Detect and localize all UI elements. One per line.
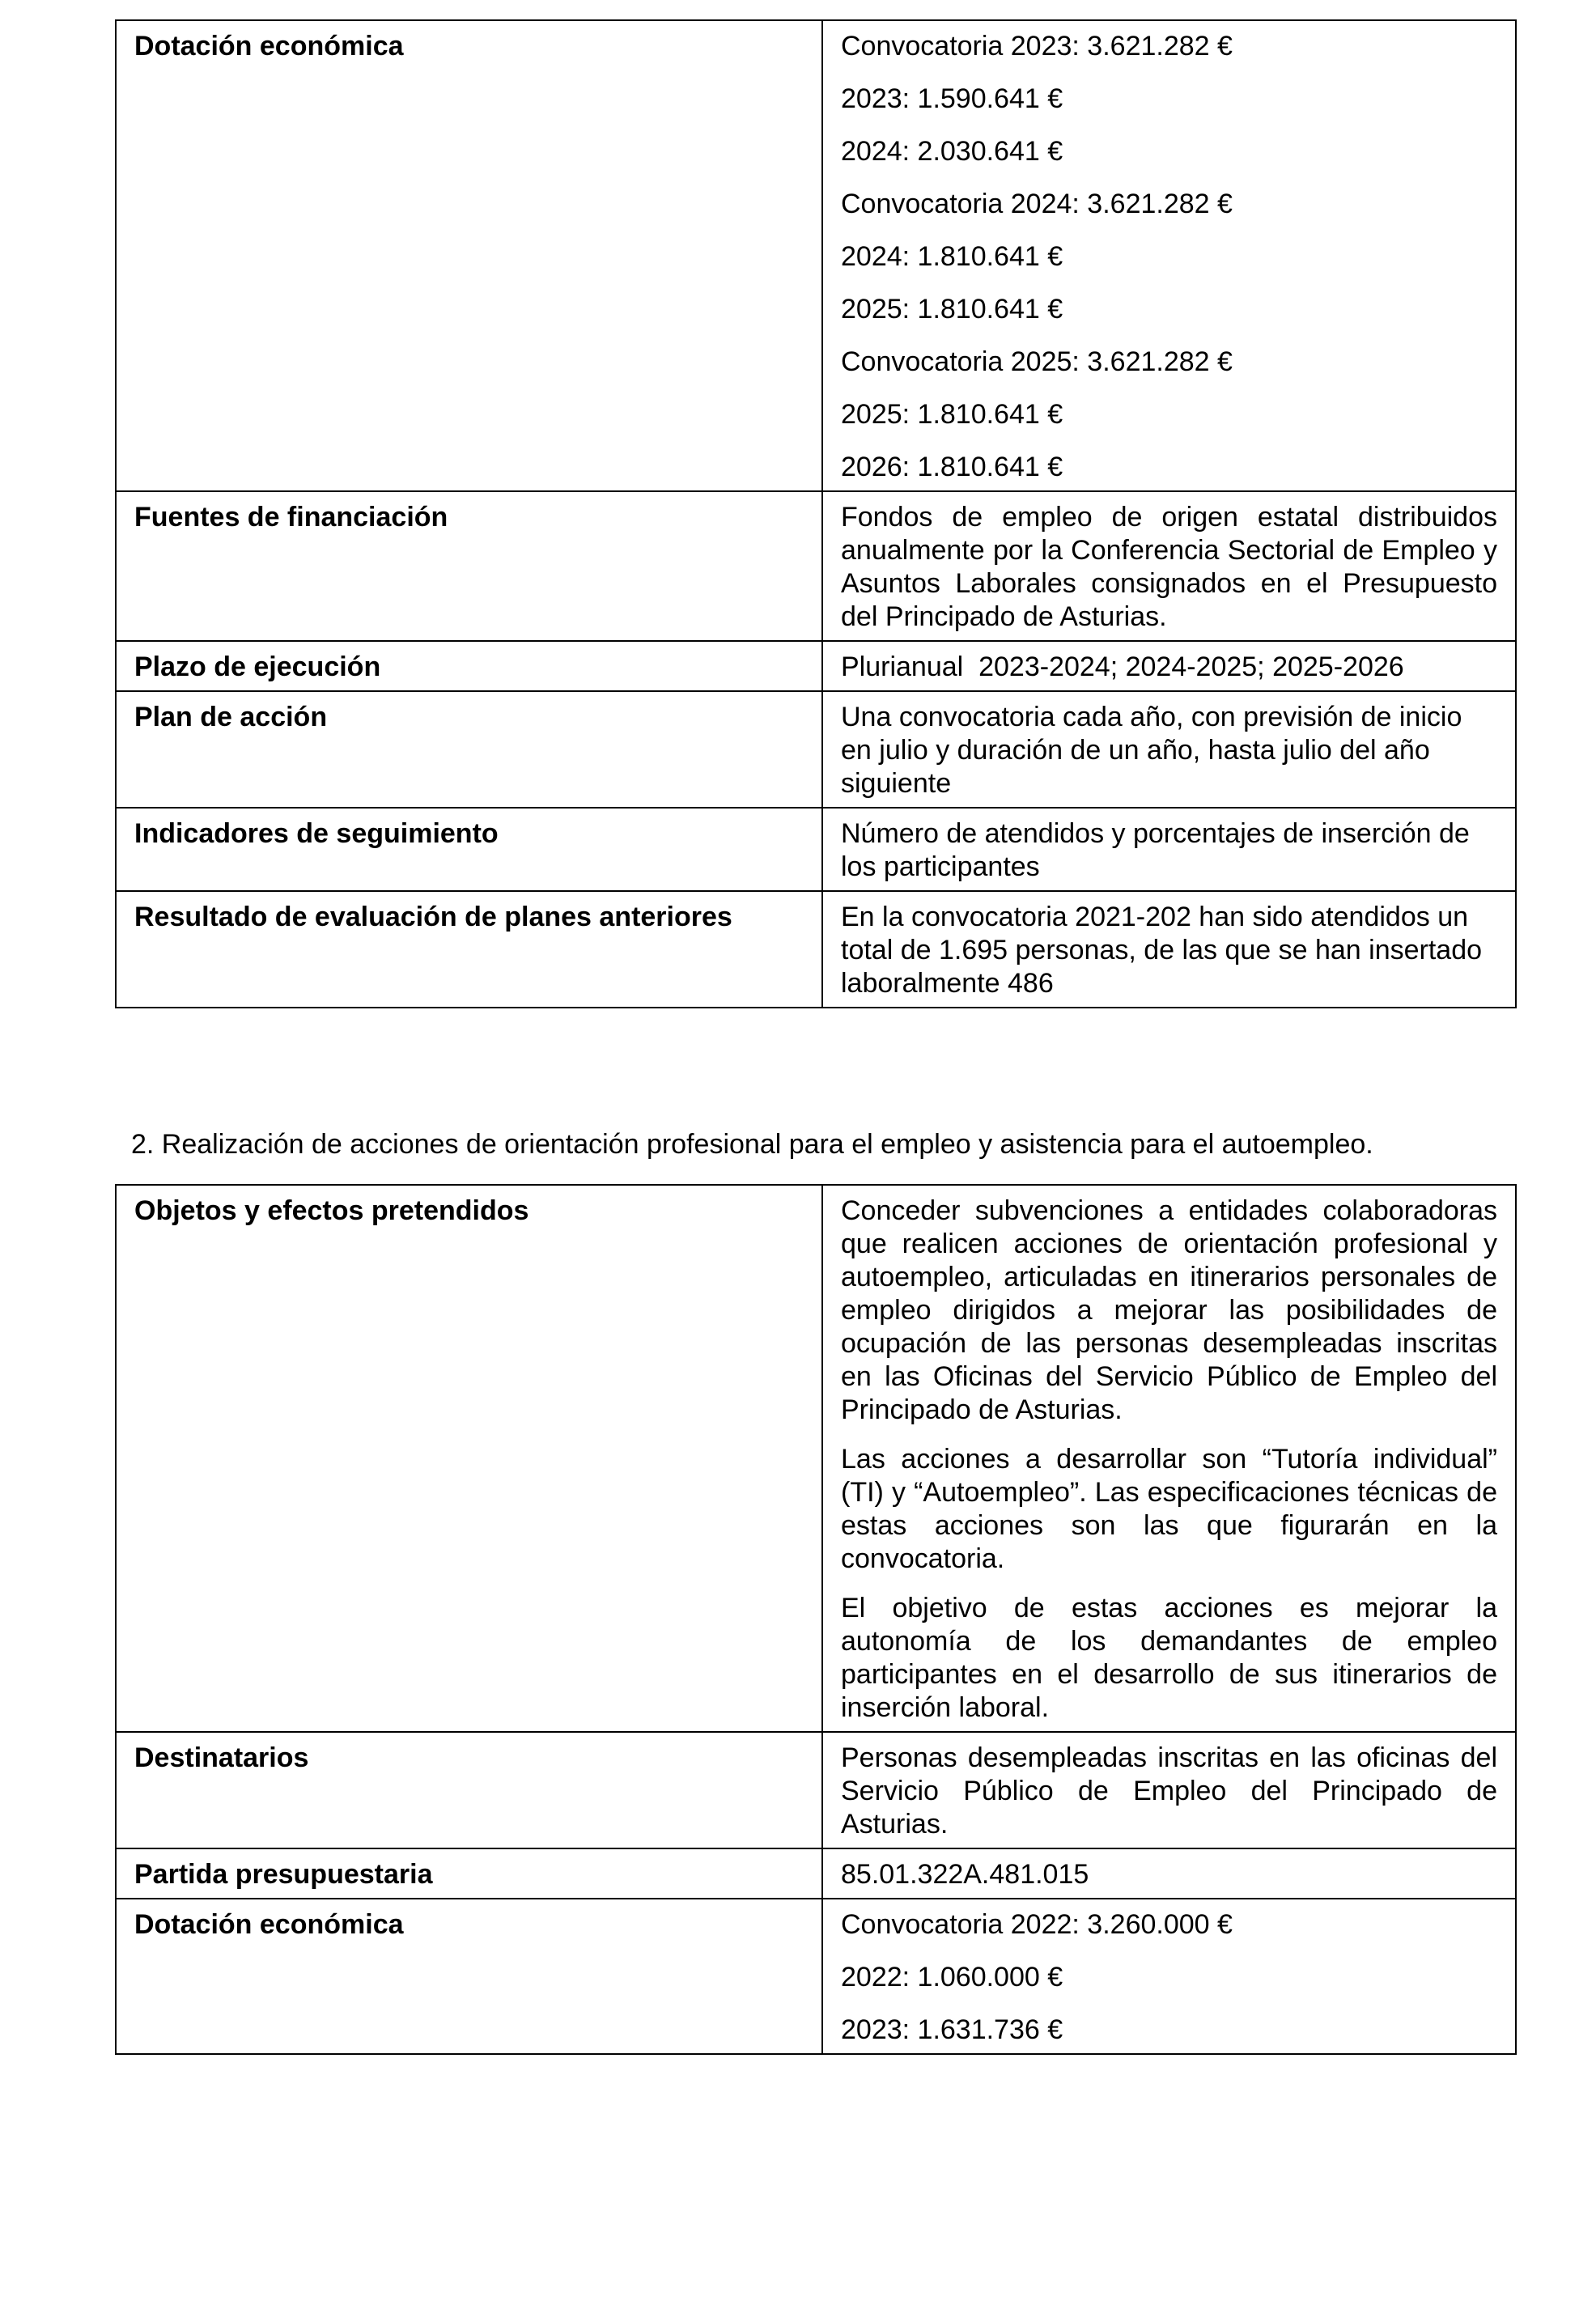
- row-value: Una convocatoria cada año, con previsión de inicio en julio y duración de un año, hasta julio del año siguiente: [822, 691, 1516, 808]
- row-resultado-evaluacion: [116, 891, 1516, 1008]
- row-label: Objetos y efectos pretendidos: [116, 1185, 822, 1732]
- plan-table-2: [115, 1184, 1517, 2055]
- plan-table-1: [115, 19, 1517, 1008]
- row-plazo-ejecucion: [116, 641, 1516, 691]
- objetos-paragraph: El objetivo de estas acciones es mejorar la autonomía de los demandantes de empleo participantes en el desarrollo de sus itinerarios de inserción laboral.: [841, 1593, 1497, 1723]
- dotacion-item: 2022: 1.060.000 €: [841, 1962, 1063, 1993]
- row-value: Personas desempleadas inscritas en las oficinas del Servicio Público de Empleo del Principado de Asturias.: [822, 1732, 1516, 1848]
- dotacion-item: Convocatoria 2025: 3.621.282 €: [841, 346, 1233, 377]
- row-dotacion-economica: [116, 20, 1516, 491]
- row-label: Plazo de ejecución: [116, 641, 822, 691]
- row-label: Dotación económica: [116, 1899, 822, 2054]
- row-fuentes-financiacion: [116, 491, 1516, 641]
- dotacion-item: 2025: 1.810.641 €: [841, 399, 1063, 430]
- row-value: Plurianual 2023-2024; 2024-2025; 2025-2026: [822, 641, 1516, 691]
- dotacion-item: Convocatoria 2024: 3.621.282 €: [841, 189, 1233, 219]
- row-value: Número de atendidos y porcentajes de inserción de los participantes: [822, 808, 1516, 891]
- dotacion-item: 2025: 1.810.641 €: [841, 294, 1063, 325]
- row-label: Fuentes de financiación: [116, 491, 822, 641]
- row-label: Plan de acción: [116, 691, 822, 808]
- row-indicadores-seguimiento: [116, 808, 1516, 891]
- dotacion-item: Convocatoria 2022: 3.260.000 €: [841, 1909, 1233, 1940]
- row-destinatarios: [116, 1732, 1516, 1848]
- dotacion-item: 2026: 1.810.641 €: [841, 452, 1063, 482]
- objetos-paragraph: Las acciones a desarrollar son “Tutoría individual” (TI) y “Autoempleo”. Las especificaciones técnicas de estas acciones son las que figurarán en la convocatoria.: [841, 1444, 1497, 1574]
- row-label: Indicadores de seguimiento: [116, 808, 822, 891]
- row-partida-presupuestaria: [116, 1848, 1516, 1899]
- dotacion-item: Convocatoria 2023: 3.621.282 €: [841, 31, 1233, 62]
- row-dotacion-economica: [116, 1899, 1516, 2054]
- row-value: [822, 20, 1516, 491]
- row-value: 85.01.322A.481.015: [822, 1848, 1516, 1899]
- dotacion-item: 2023: 1.631.736 €: [841, 2014, 1063, 2045]
- row-value: En la convocatoria 2021-202 han sido atendidos un total de 1.695 personas, de las que se han insertado laboralmente 486: [822, 891, 1516, 1008]
- dotacion-item: 2024: 1.810.641 €: [841, 241, 1063, 272]
- row-value: [822, 1899, 1516, 2054]
- row-plan-accion: [116, 691, 1516, 808]
- row-value: [822, 1185, 1516, 1732]
- row-label: Destinatarios: [116, 1732, 822, 1848]
- dotacion-item: 2023: 1.590.641 €: [841, 83, 1063, 114]
- row-label: Partida presupuestaria: [116, 1848, 822, 1899]
- objetos-paragraph: Conceder subvenciones a entidades colaboradoras que realicen acciones de orientación profesional y autoempleo, articuladas en itinerarios personales de empleo dirigidos a mejorar las posibilidades de ocupación de las personas desempleadas inscritas en las Oficinas del Servicio Público de Empleo del Principado de Asturias.: [841, 1195, 1497, 1425]
- row-label: Dotación económica: [116, 20, 822, 491]
- dotacion-item: 2024: 2.030.641 €: [841, 136, 1063, 167]
- section-heading: 2. Realización de acciones de orientación profesional para el empleo y asistencia para el autoempleo.: [131, 1129, 1373, 1160]
- row-label: Resultado de evaluación de planes anteriores: [116, 891, 822, 1008]
- row-value: Fondos de empleo de origen estatal distribuidos anualmente por la Conferencia Sectorial de Empleo y Asuntos Laborales consignados en el Presupuesto del Principado de Asturias.: [822, 491, 1516, 641]
- row-objetos-efectos: [116, 1185, 1516, 1732]
